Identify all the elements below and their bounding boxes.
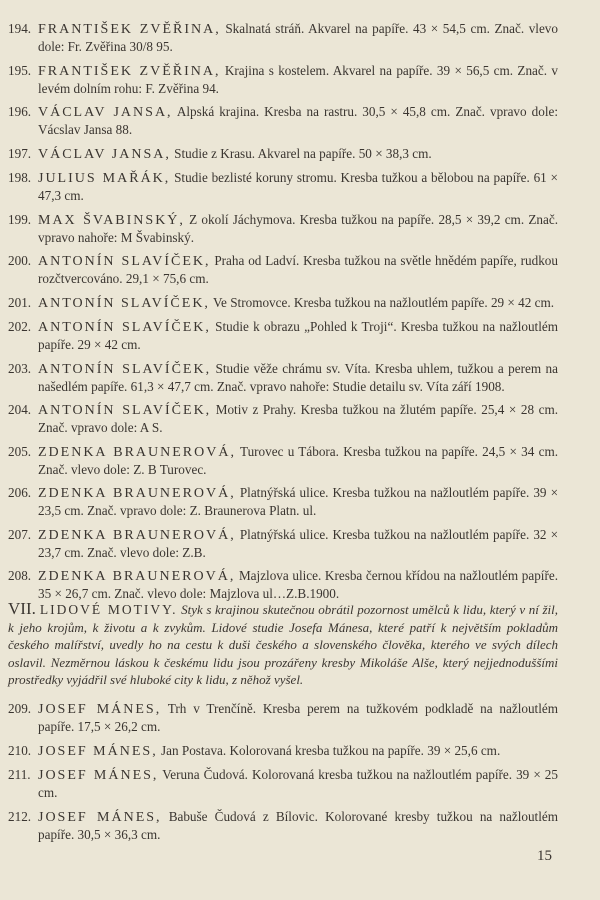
entry-description: Babuše Čudová z Bílovic. Kolorované kresby tužkou na nažloutlém papíře. 30,5 × 36,3 cm.: [38, 808, 558, 842]
catalog-entry: [8, 103, 558, 138]
entry-number: 207.: [8, 526, 32, 542]
entry-number: 205.: [8, 443, 32, 459]
artist-name: ZDENKA BRAUNEROVÁ,: [38, 569, 236, 584]
entry-number: 208.: [8, 568, 32, 583]
artist-name: JULIUS MAŘÁK,: [38, 171, 171, 186]
page-number: 15: [537, 848, 552, 864]
entry-description: Studie k obrazu „Pohled k Troji“. Kresba tužkou na nažloutlém papíře. 29 × 42 cm.: [38, 319, 558, 352]
entry-number: 206.: [8, 485, 32, 500]
entry-number: 194.: [8, 21, 32, 36]
entry-description: Jan Postava. Kolorovaná kresba tužkou na papíře. 39 × 25,6 cm.: [157, 742, 501, 758]
entry-description: Z okolí Jáchymova. Kresba tužkou na papíře. 28,5 × 39,2 cm. Znač. vpravo nahoře: M Švabinský.: [38, 211, 558, 245]
entry-number: 198.: [8, 170, 32, 185]
artist-name: ZDENKA BRAUNEROVÁ,: [38, 486, 236, 501]
entry-description: Platnýřská ulice. Kresba tužkou na nažloutlém papíře. 32 × 23,7 cm. Znač. vlevo dole: Z.B.: [38, 526, 559, 560]
section-title: LIDOVÉ MOTIVY.: [39, 602, 178, 617]
entry-description: Skalnatá stráň. Akvarel na papíře. 43 × 54,5 cm. Znač. vlevo dole: Fr. Zvěřina 30/8 95.: [38, 21, 558, 54]
entry-description: Alpská krajina. Kresba na rastru. 30,5 × 45,8 cm. Znač. vpravo dole: Vácslav Jansa 88.: [38, 104, 558, 137]
entry-number: 211.: [8, 767, 31, 782]
catalog-entry: [8, 211, 558, 246]
entry-description: Trh v Trenčíně. Kresba perem na tužkovém podkladě na nažloutlém papíře. 17,5 × 26,2 cm.: [38, 701, 558, 734]
entry-number: 212.: [8, 808, 32, 824]
artist-name: JOSEF MÁNES,: [38, 768, 159, 783]
artist-name: JOSEF MÁNES,: [38, 809, 162, 825]
entry-number: 202.: [8, 319, 32, 334]
artist-name: VÁCLAV JANSA,: [38, 105, 173, 120]
artist-name: ANTONÍN SLAVÍČEK,: [38, 403, 212, 418]
entry-description: Studie bezlisté koruny stromu. Kresba tužkou a bělobou na papíře. 61 × 47,3 cm.: [38, 170, 558, 203]
catalog-entry: [8, 252, 558, 287]
section-intro: Styk s krajinou skutečnou obrátil pozornost umělců k lidu, který v ní žil, k jeho krojům, k životu a k zvykům. Lidové studie Josefa Mánesa, které patří k největším pokladům českého malířství, uvedly ho na cestu k duši českého a slovenského člověka, kterého ve svých dílech oslavil. Nezměrnou láskou k českému lidu jsou prozářeny kresby Mikoláše Alše, který nejjednoduššími prostředky vyjádřil své hluboké city k lidu, z něhož vyšel.: [8, 602, 558, 687]
catalog-entry: [8, 62, 558, 97]
entry-description: Turovec u Tábora. Kresba tužkou na papíře. 24,5 × 34 cm. Znač. vlevo dole: Z. B Turovec.: [38, 443, 559, 477]
artist-name: ANTONÍN SLAVÍČEK,: [38, 295, 210, 311]
artist-name: FRANTIŠEK ZVĚŘINA,: [38, 63, 221, 79]
artist-name: MAX ŠVABINSKÝ,: [38, 212, 185, 228]
entry-number: 200.: [8, 253, 32, 268]
entry-description: Ve Stromovce. Kresba tužkou na nažloutlém papíře. 29 × 42 cm.: [209, 294, 555, 310]
catalog-entry: [8, 318, 558, 353]
entry-number: 204.: [8, 402, 32, 417]
section-vii: [8, 600, 558, 689]
catalog-entry: [8, 526, 558, 561]
artist-name: JOSEF MÁNES,: [38, 743, 158, 759]
catalog-entries: [8, 20, 558, 609]
catalog-entry: [8, 567, 558, 602]
entry-number: 195.: [8, 62, 32, 78]
entry-number: 209.: [8, 701, 32, 716]
catalog-entries-section-vii: [8, 700, 558, 849]
catalog-entry: [8, 294, 558, 312]
entry-number: 201.: [8, 294, 32, 310]
catalog-entry: [8, 360, 558, 395]
entry-description: Praha od Ladví. Kresba tužkou na světle hnědém papíře, rudkou rozčtvercováno. 29,1 × 75,6 cm.: [38, 253, 558, 286]
entry-description: Veruna Čudová. Kolorovaná kresba tužkou na nažloutlém papíře. 39 × 25 cm.: [38, 767, 558, 800]
catalog-entry: [8, 766, 558, 801]
catalog-entry: [8, 20, 558, 55]
catalog-entry: [8, 169, 558, 204]
catalog-entry: [8, 742, 558, 760]
catalog-entry: [8, 443, 558, 478]
catalog-entry: [8, 700, 558, 735]
entry-number: 203.: [8, 360, 32, 376]
entry-description: Studie z Krasu. Akvarel na papíře. 50 × 38,3 cm.: [170, 145, 432, 161]
entry-number: 210.: [8, 742, 32, 758]
artist-name: ANTONÍN SLAVÍČEK,: [38, 254, 211, 269]
artist-name: VÁCLAV JANSA,: [38, 146, 171, 162]
entry-number: 197.: [8, 145, 32, 161]
catalog-entry: [8, 484, 558, 519]
entry-description: Majzlova ulice. Kresba černou křídou na nažloutlém papíře. 35 × 26,7 cm. Znač. vlevo dole: Majzlova ul…Z.B.1900.: [38, 568, 558, 601]
artist-name: ZDENKA BRAUNEROVÁ,: [38, 527, 236, 543]
artist-name: ZDENKA BRAUNEROVÁ,: [38, 444, 236, 460]
catalog-entry: [8, 145, 558, 163]
catalog-entry: [8, 808, 558, 843]
entry-description: Platnýřská ulice. Kresba tužkou na nažloutlém papíře. 39 × 23,5 cm. Znač. vpravo dole: Z. Braunerova Platn. ul.: [38, 485, 559, 518]
artist-name: ANTONÍN SLAVÍČEK,: [38, 361, 212, 377]
entry-number: 196.: [8, 104, 32, 119]
entry-number: 199.: [8, 211, 32, 227]
entry-description: Studie věže chrámu sv. Víta. Kresba uhlem, tužkou a perem na našedlém papíře. 61,3 × 47,7 cm. Znač. vpravo nahoře: Studie detailu sv. Víta září 1908.: [38, 360, 558, 394]
artist-name: FRANTIŠEK ZVĚŘINA,: [38, 22, 221, 37]
catalog-entry: [8, 401, 558, 436]
section-number: VII.: [8, 599, 36, 618]
entry-description: Motiv z Prahy. Kresba tužkou na žlutém papíře. 25,4 × 28 cm. Znač. vpravo dole: A S.: [38, 402, 558, 435]
entry-description: Krajina s kostelem. Akvarel na papíře. 39 × 56,5 cm. Znač. v levém dolním rohu: F. Zvěřina 94.: [38, 62, 558, 96]
artist-name: ANTONÍN SLAVÍČEK,: [38, 320, 211, 335]
artist-name: JOSEF MÁNES,: [38, 702, 162, 717]
